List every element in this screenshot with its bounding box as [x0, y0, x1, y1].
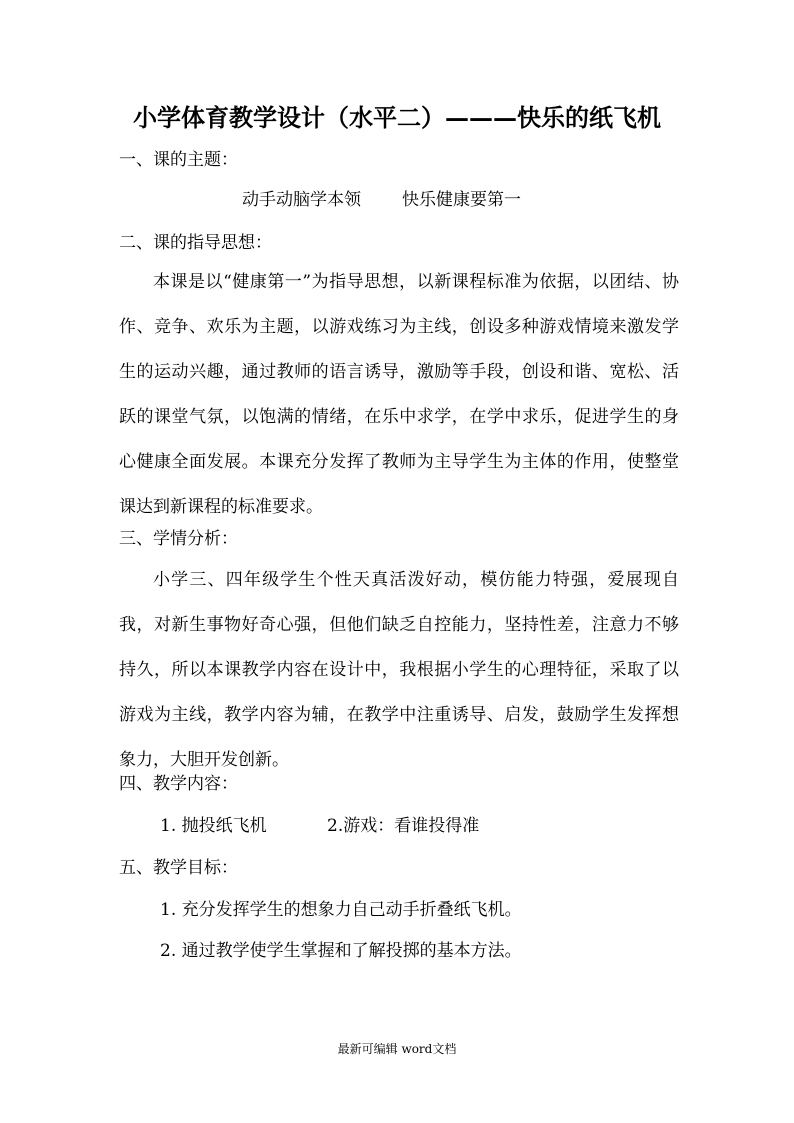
document-title: 小学体育教学设计（水平二）———快乐的纸飞机 — [133, 103, 661, 132]
theme-line-b: 快乐健康要第一 — [402, 190, 521, 210]
guiding-paragraph-block — [119, 260, 679, 530]
section-analysis-heading: 三、学情分析： — [119, 529, 238, 549]
section-guiding-heading: 二、课的指导思想： — [119, 233, 272, 253]
section-goals-heading: 五、教学目标： — [119, 858, 238, 878]
section-theme-heading: 一、课的主题： — [119, 150, 238, 170]
content-item-2: 2.游戏：看谁投得准 — [327, 816, 480, 836]
analysis-paragraph: 小学三、四年级学生个性天真活泼好动，模仿能力特强，爱展现自我，对新生事物好奇心强，但他们缺乏自控能力，坚持性差，注意力不够持久，所以本课教学内容在设计中，我根据小学生的心理特征，采取了以游戏为主线，教学内容为辅，在教学中注重诱导、启发，鼓励学生发挥想象力，大胆开发创新。 — [119, 570, 679, 770]
section-content-heading: 四、教学内容： — [119, 774, 238, 794]
guiding-paragraph: 本课是以“健康第一”为指导思想，以新课程标准为依据，以团结、协作、竞争、欢乐为主题，以游戏练习为主线，创设多种游戏情境来激发学生的运动兴趣，通过教师的语言诱导，激励等手段，创设和谐、宽松、活跃的课堂气氛，以饱满的情绪，在乐中求学，在学中求乐，促进学生的身心健康全面发展。本课充分发挥了教师为主导学生为主体的作用，使整堂课达到新课程的标准要求。 — [119, 272, 679, 517]
analysis-paragraph-block — [119, 558, 679, 783]
goal-item-1: 1. 充分发挥学生的想象力自己动手折叠纸飞机。 — [160, 900, 522, 920]
theme-line-a: 动手动脑学本领 — [242, 190, 361, 210]
page-footer: 最新可编辑 word文档 — [337, 1042, 457, 1056]
content-item-1: 1. 抛投纸飞机 — [160, 816, 267, 836]
goal-item-2: 2. 通过教学使学生掌握和了解投掷的基本方法。 — [160, 941, 522, 961]
